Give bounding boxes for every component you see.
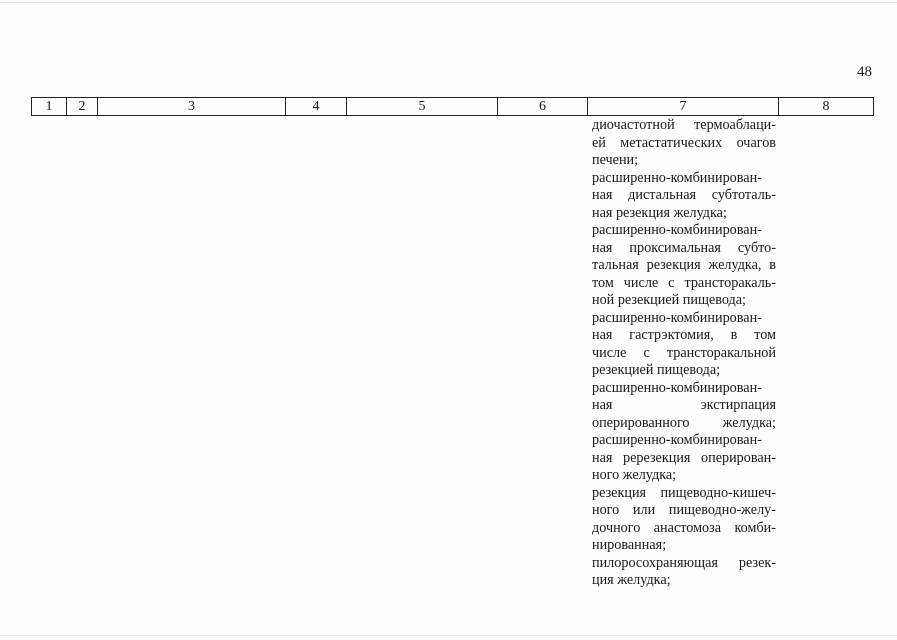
- text-line: ная гастрэктомия, в том: [592, 327, 776, 343]
- column-header-table: [31, 97, 874, 116]
- text-line: нированная;: [592, 537, 667, 553]
- text-line: ция желудка;: [592, 572, 671, 588]
- text-line: ной резекцией пищевода;: [592, 292, 746, 308]
- column-header-8: 8: [779, 98, 874, 116]
- text-line: тальная резекция желудка, в: [592, 257, 776, 273]
- text-line: печени;: [592, 152, 639, 168]
- text-line: ного или пищеводно-желу-: [592, 502, 776, 518]
- text-line: резекцией пищевода;: [592, 362, 721, 378]
- text-line: ного желудка;: [592, 467, 677, 483]
- text-line: расширенно-комбинирован-: [592, 169, 762, 186]
- text-line: диочастотной термоаблаци-: [592, 117, 776, 133]
- page-number: 48: [857, 64, 872, 80]
- text-line: расширенно-комбинирован-: [592, 432, 762, 448]
- text-line: ная экстирпация оперированного желудка;: [592, 397, 776, 431]
- column-header-3: 3: [98, 98, 286, 116]
- text-line: ная резекция желудка;: [592, 204, 727, 221]
- text-line: расширенно-комбинирован-: [592, 379, 762, 396]
- column-header-2: 2: [67, 98, 98, 116]
- scan-edge-top: [0, 2, 897, 3]
- text-line: расширенно-комбинирован-: [592, 222, 762, 238]
- column-header-4: 4: [286, 98, 347, 116]
- text-line: ей метастатических очагов: [592, 134, 776, 151]
- column-7-content: [592, 117, 776, 590]
- scan-edge-bottom: [0, 635, 897, 636]
- text-line: расширенно-комбинирован-: [592, 309, 762, 326]
- column-header-1: 1: [32, 98, 67, 116]
- text-line: ная дистальная субтоталь-: [592, 187, 776, 203]
- text-line: том числе с трансторакаль-: [592, 274, 776, 291]
- column-header-5: 5: [347, 98, 498, 116]
- column-header-6: 6: [498, 98, 588, 116]
- text-line: числе с трансторакальной: [592, 344, 776, 361]
- text-line: ная проксимальная субто-: [592, 239, 776, 256]
- text-line: пилоросохраняющая резек-: [592, 554, 776, 571]
- text-line: ная ререзекция оперирован-: [592, 449, 776, 466]
- text-line: дочного анастомоза комби-: [592, 519, 776, 536]
- text-line: резекция пищеводно-кишеч-: [592, 484, 776, 501]
- column-header-7: 7: [588, 98, 779, 116]
- header-row: [32, 98, 874, 116]
